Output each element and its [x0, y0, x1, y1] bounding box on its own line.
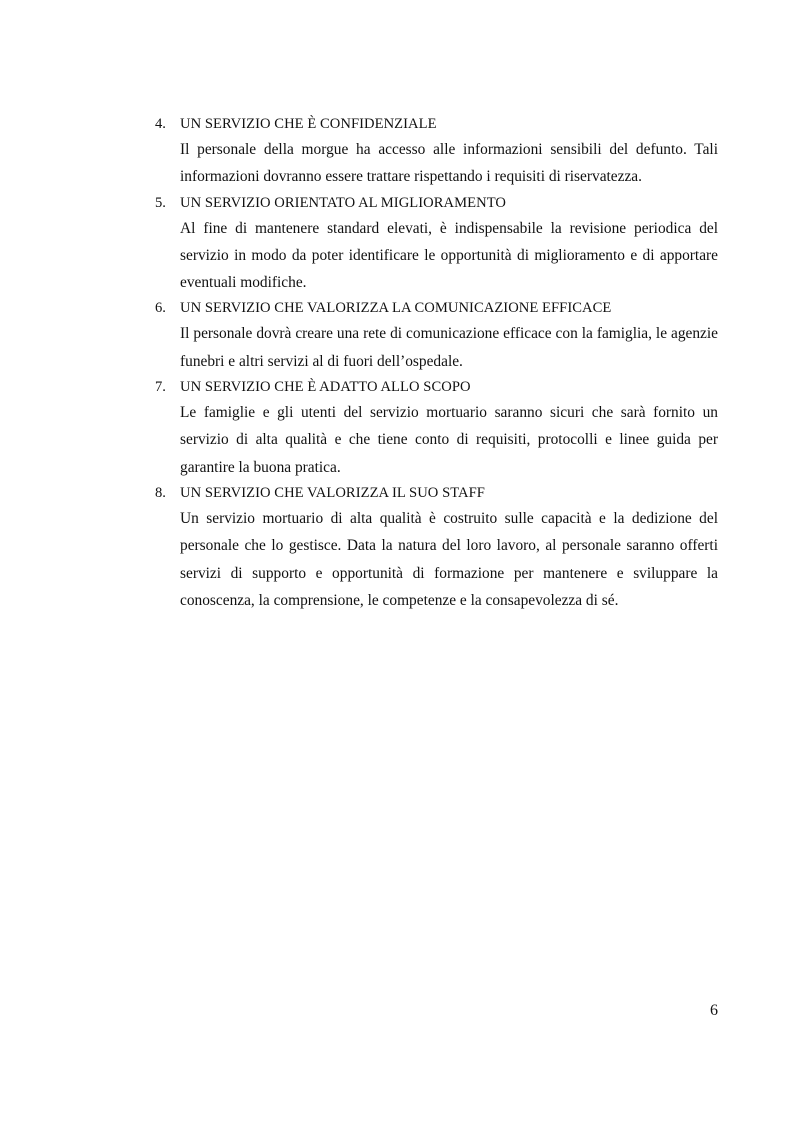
list-item-number: 7.: [155, 379, 166, 396]
list-item-heading: [155, 296, 718, 320]
list-item: [155, 375, 718, 481]
list-item-heading: [155, 191, 718, 215]
list-item-heading: [155, 112, 718, 136]
list-item-number: 4.: [155, 116, 166, 132]
list-item-number: 6.: [155, 300, 166, 317]
list-item-number: 5.: [155, 194, 166, 211]
numbered-list: [155, 112, 718, 614]
list-item-heading: [155, 375, 718, 399]
list-item-title: UN SERVIZIO CHE È CONFIDENZIALE: [180, 116, 437, 132]
list-item-title: UN SERVIZIO CHE VALORIZZA IL SUO STAFF: [180, 484, 485, 501]
list-item-body: Al fine di mantenere standard elevati, è indispensabile la revisione periodica del servizio in modo da poter identificare le opportunità di miglioramento e di apportare eventuali modifiche.: [180, 219, 718, 292]
list-item-body: Il personale della morgue ha accesso alle informazioni sensibili del defunto. Tali informazioni dovranno essere trattare rispettando i requisiti di riservatezza.: [180, 141, 718, 186]
list-item-title: UN SERVIZIO CHE VALORIZZA LA COMUNICAZIONE EFFICACE: [180, 300, 612, 317]
list-item: [155, 481, 718, 614]
list-item-heading: [155, 481, 718, 505]
page-number: 6: [710, 1002, 718, 1019]
list-item: [155, 112, 718, 191]
list-item-body: Un servizio mortuario di alta qualità è costruito sulle capacità e la dedizione del personale che lo gestisce. Data la natura del loro lavoro, al personale saranno offerti servizi di supporto e opportunità di formazione per mantenere e sviluppare la conoscenza, la comprensione, le competenze e la consapevolezza di sé.: [180, 509, 718, 609]
list-item-body: Il personale dovrà creare una rete di comunicazione efficace con la famiglia, le agenzie funebri e altri servizi al di fuori dell’ospedale.: [180, 325, 718, 370]
list-item: [155, 191, 718, 297]
list-item-number: 8.: [155, 484, 166, 501]
list-item-body: Le famiglie e gli utenti del servizio mortuario saranno sicuri che sarà fornito un servizio di alta qualità e che tiene conto di requisiti, protocolli e linee guida per garantire la buona pratica.: [180, 404, 718, 476]
list-item-title: UN SERVIZIO CHE È ADATTO ALLO SCOPO: [180, 379, 471, 396]
list-item-title: UN SERVIZIO ORIENTATO AL MIGLIORAMENTO: [180, 194, 507, 211]
list-item: [155, 296, 718, 375]
